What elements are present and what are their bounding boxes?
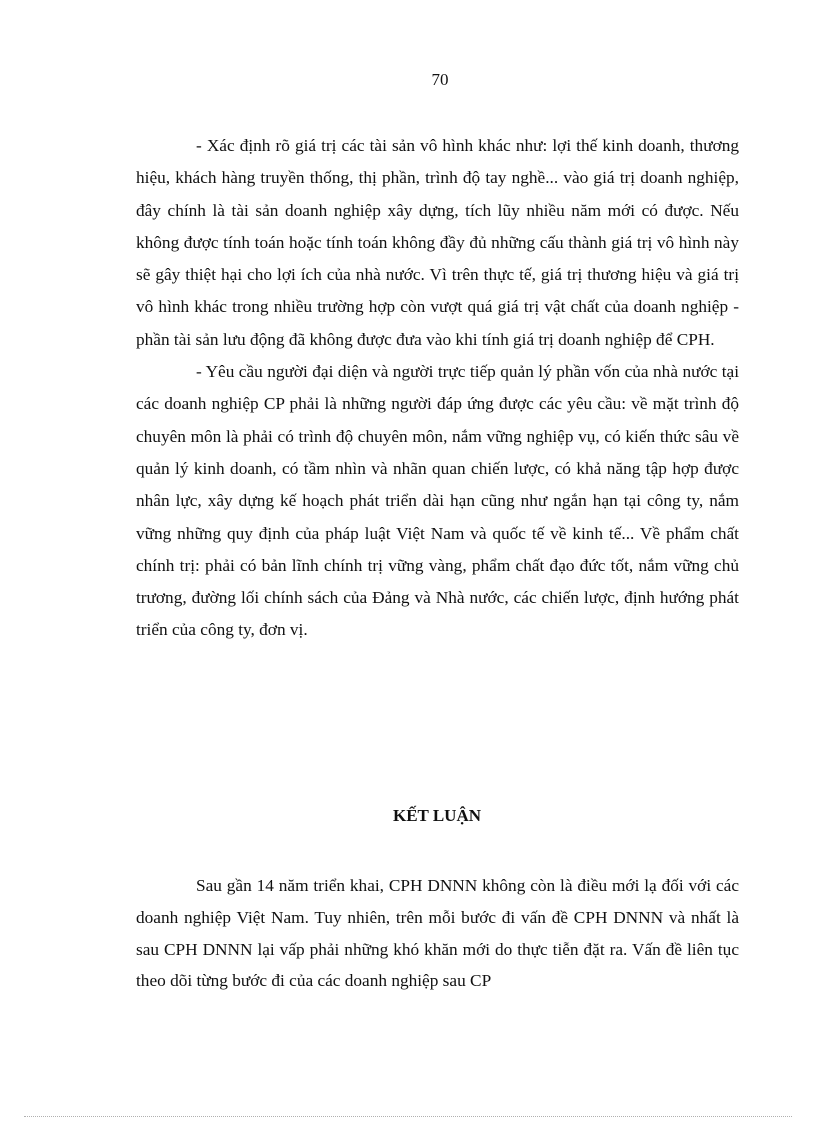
paragraph-state-representatives: - Yêu cầu người đại diện và người trực tiếp quản lý phần vốn của nhà nước tại các doanh nghiệp CP phải là những người đáp ứng được các yêu cầu: về mặt trình độ chuyên môn là phải có trình độ chuyên môn, nắm vững nghiệp vụ, có kiến thức sâu về quản lý kinh doanh, có tầm nhìn và nhãn quan chiến lược, có khả năng tập hợp được nhân lực, xây dựng kế hoạch phát triển dài hạn cũng như ngắn hạn tại công ty, nắm vững những quy định của pháp luật Việt Nam và quốc tế về kinh tế... Về phẩm chất chính trị: phải có bản lĩnh chính trị vững vàng, phẩm chất đạo đức tốt, nắm vững chủ trương, đường lối chính sách của Đảng và Nhà nước, các chiến lược, định hướng phát triển của công ty, đơn vị.: [136, 362, 739, 640]
paragraph-intangible-assets: - Xác định rõ giá trị các tài sản vô hình khác như: lợi thế kinh doanh, thương hiệu, khách hàng truyền thống, thị phần, trình độ tay nghề... vào giá trị doanh nghiệp, đây chính là tài sản doanh nghiệp xây dựng, tích lũy nhiều năm mới có được. Nếu không được tính toán hoặc tính toán không đầy đủ những cấu thành giá trị vô hình này sẽ gây thiệt hại cho lợi ích của nhà nước. Vì trên thực tế, giá trị thương hiệu và giá trị vô hình khác trong nhiều trường hợp còn vượt quá giá trị vật chất của doanh nghiệp - phần tài sản lưu động đã không được đưa vào khi tính giá trị doanh nghiệp để CPH.: [136, 136, 739, 349]
body-text: [136, 130, 739, 647]
conclusion-body: [136, 870, 739, 997]
page-bottom-divider: [24, 1116, 792, 1117]
section-title-conclusion: KẾT LUẬN: [392, 806, 481, 825]
page-number: 70: [431, 70, 449, 89]
paragraph-conclusion: Sau gần 14 năm triển khai, CPH DNNN không còn là điều mới lạ đối với các doanh nghiệp Việt Nam. Tuy nhiên, trên mỗi bước đi vấn đề CPH DNNN và nhất là sau CPH DNNN lại vấp phải những khó khăn mới do thực tiễn đặt ra. Vấn đề liên tục theo dõi từng bước đi của các doanh nghiệp sau CP: [136, 876, 739, 991]
